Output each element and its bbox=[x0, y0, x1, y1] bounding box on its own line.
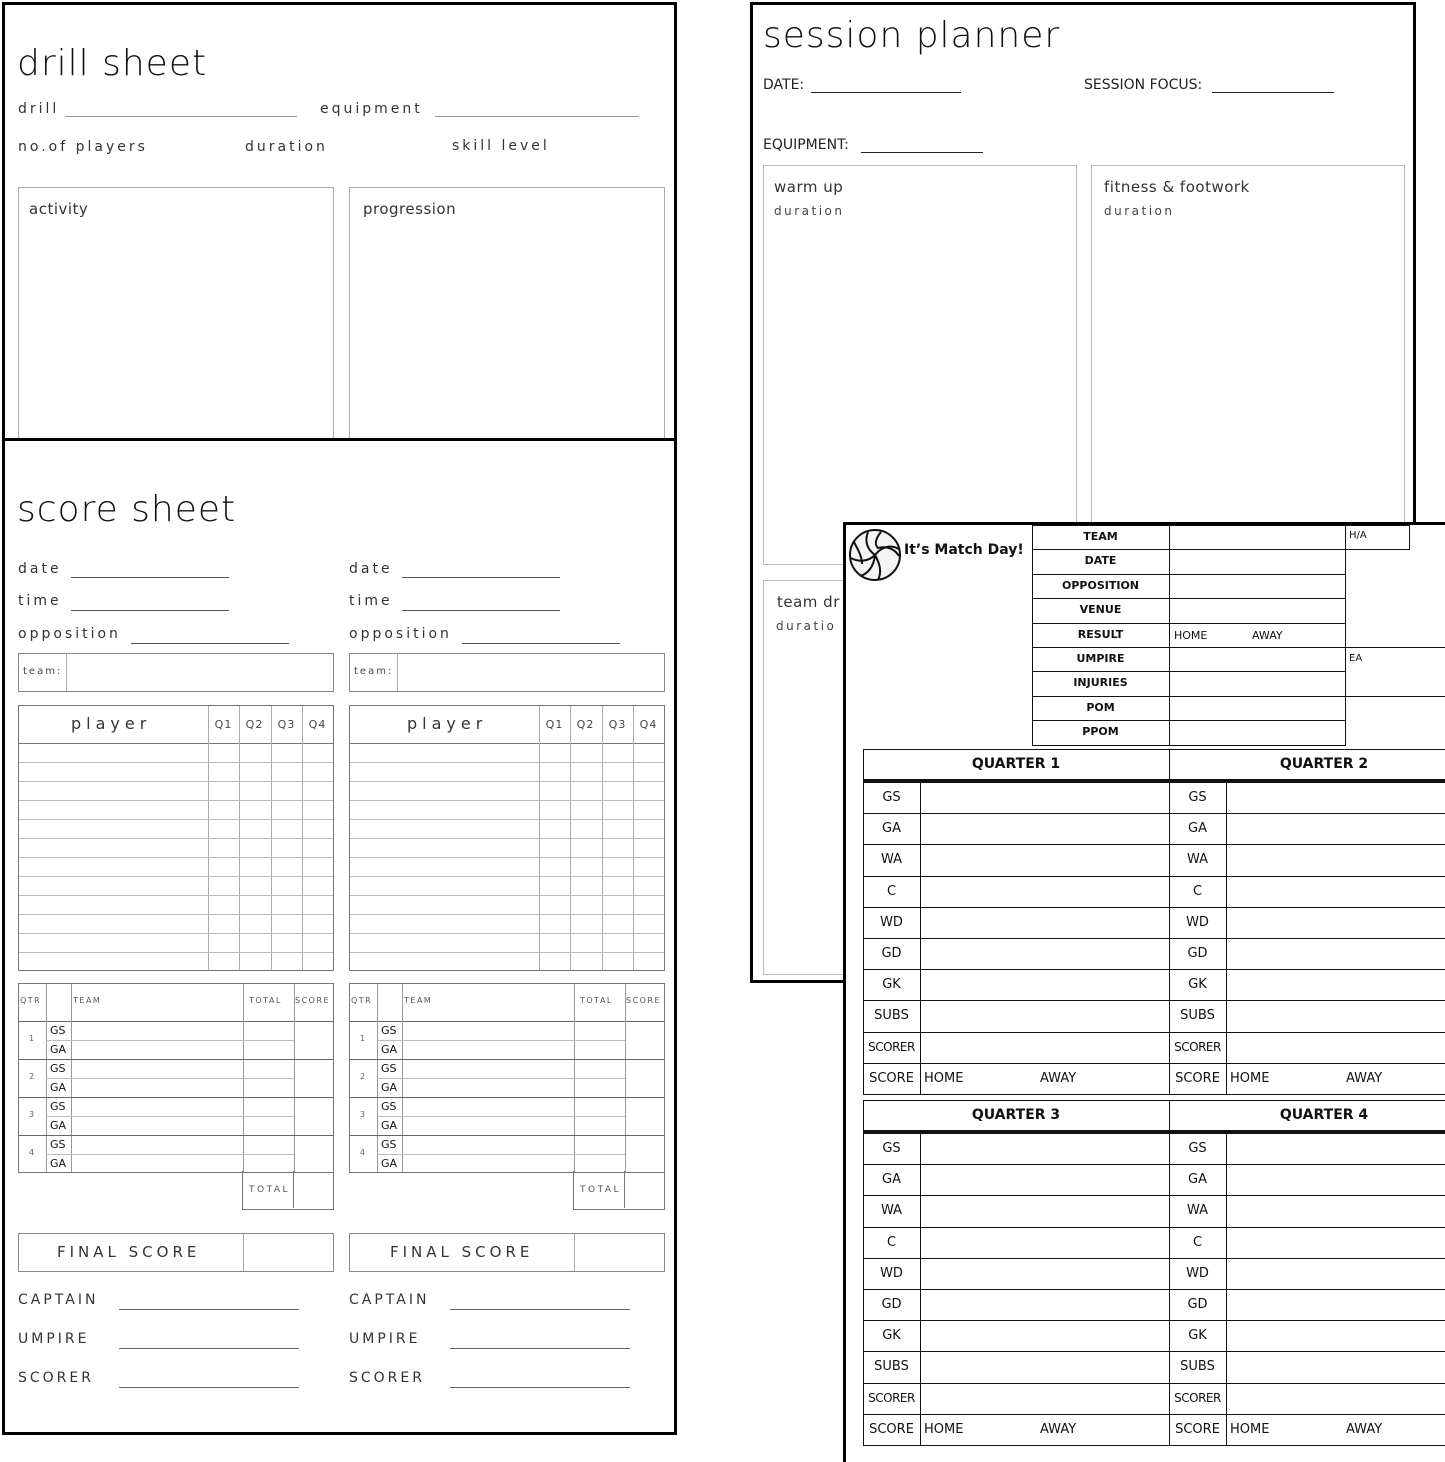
quarter-header: Q2 bbox=[576, 718, 595, 731]
position-label: SCORE bbox=[869, 1421, 914, 1437]
player-row[interactable] bbox=[19, 952, 333, 953]
opposition-field[interactable] bbox=[462, 643, 620, 644]
final-score-label: FINAL SCORE bbox=[390, 1243, 534, 1261]
scorer-label: SCORER bbox=[18, 1370, 94, 1386]
duration-label: duration bbox=[245, 139, 328, 155]
player-name-field[interactable] bbox=[1226, 1351, 1445, 1383]
qtr-table bbox=[349, 983, 665, 1173]
fitness-footwork-label: fitness & footwork bbox=[1104, 178, 1250, 196]
volleyball-icon bbox=[848, 528, 902, 582]
player-name-field[interactable] bbox=[1226, 1320, 1445, 1352]
fitness-footwork-box[interactable] bbox=[1091, 165, 1405, 565]
player-name-field[interactable] bbox=[920, 813, 1170, 845]
position-label: GS bbox=[1188, 790, 1207, 805]
score-away-label: AWAY bbox=[1040, 1421, 1077, 1437]
opposition-field[interactable] bbox=[131, 643, 289, 644]
score-header: SCORE bbox=[626, 996, 662, 1005]
position-label: SUBS bbox=[1180, 1359, 1215, 1375]
home-away-label: H/A bbox=[1349, 530, 1367, 541]
skill-level-label: skill level bbox=[452, 138, 550, 154]
team-header: TEAM bbox=[73, 996, 102, 1005]
position-label: SCORER bbox=[868, 1390, 915, 1405]
date-label: DATE: bbox=[763, 77, 805, 93]
info-label: UMPIRE bbox=[1076, 652, 1125, 665]
position-label: GA bbox=[50, 1157, 67, 1170]
position-label: GD bbox=[1187, 946, 1208, 961]
player-name-field[interactable] bbox=[920, 782, 1170, 814]
player-name-field[interactable] bbox=[1226, 907, 1445, 939]
position-label: SUBS bbox=[1180, 1008, 1215, 1024]
position-label: GS bbox=[50, 1062, 66, 1075]
position-label: GS bbox=[381, 1062, 397, 1075]
total-label: TOTAL bbox=[249, 1185, 291, 1195]
position-label: GS bbox=[50, 1024, 66, 1037]
player-name-field[interactable] bbox=[1226, 1164, 1445, 1196]
date-field[interactable] bbox=[71, 577, 229, 578]
score-home-label: HOME bbox=[1230, 1421, 1270, 1437]
equipment-field[interactable] bbox=[861, 152, 983, 153]
info-label: PPOM bbox=[1082, 725, 1119, 739]
position-label: GA bbox=[381, 1081, 398, 1094]
score-sheet bbox=[2, 438, 677, 1435]
position-label: GS bbox=[381, 1024, 397, 1037]
info-value-field[interactable] bbox=[1169, 696, 1346, 721]
date-field[interactable] bbox=[402, 577, 560, 578]
captain-field[interactable] bbox=[119, 1309, 299, 1310]
match-day-sheet bbox=[843, 522, 1445, 1462]
umpire-field[interactable] bbox=[119, 1348, 299, 1349]
position-label: SUBS bbox=[874, 1359, 909, 1375]
fitness-duration: duration bbox=[1104, 204, 1175, 218]
quarter-header: Q4 bbox=[639, 718, 658, 731]
position-label: WD bbox=[880, 1265, 903, 1281]
position-label: GA bbox=[381, 1043, 398, 1056]
info-label: INJURIES bbox=[1073, 676, 1128, 690]
session-focus-label: SESSION FOCUS: bbox=[1084, 77, 1203, 93]
player-name-field[interactable] bbox=[1226, 1289, 1445, 1321]
quarter-title: QUARTER 4 bbox=[1279, 1107, 1369, 1123]
position-label: SCORER bbox=[868, 1039, 915, 1054]
warm-up-box[interactable] bbox=[763, 165, 1077, 565]
final-score-box[interactable] bbox=[18, 1233, 334, 1272]
position-label: GA bbox=[50, 1081, 67, 1094]
position-label: GS bbox=[882, 790, 901, 805]
player-name-field[interactable] bbox=[920, 876, 1170, 908]
player-name-field[interactable] bbox=[920, 1133, 1170, 1165]
player-name-field[interactable] bbox=[920, 1351, 1170, 1383]
player-row[interactable] bbox=[350, 933, 664, 934]
position-label: WA bbox=[880, 852, 903, 868]
time-label: time bbox=[18, 593, 62, 609]
scorer-field[interactable] bbox=[119, 1387, 299, 1388]
player-name-field[interactable] bbox=[1226, 876, 1445, 908]
equipment-label: EQUIPMENT: bbox=[763, 137, 849, 153]
position-label: GA bbox=[50, 1119, 67, 1132]
final-score-label: FINAL SCORE bbox=[57, 1243, 201, 1261]
captain-label: CAPTAIN bbox=[18, 1292, 99, 1308]
date-label: date bbox=[349, 561, 393, 577]
qtr-header: QTR bbox=[20, 996, 42, 1005]
position-label: GD bbox=[881, 946, 902, 961]
total-header: TOTAL bbox=[580, 996, 613, 1005]
position-label: SCORE bbox=[1175, 1070, 1220, 1086]
position-label: GK bbox=[882, 977, 901, 993]
opposition-label: opposition bbox=[18, 626, 121, 642]
player-header: player bbox=[407, 714, 488, 733]
result-home: HOME bbox=[1174, 628, 1208, 642]
player-row[interactable] bbox=[19, 819, 333, 820]
umpire-label: UMPIRE bbox=[349, 1331, 421, 1347]
player-row[interactable] bbox=[19, 895, 333, 896]
position-label: GK bbox=[1188, 977, 1207, 993]
position-label: SCORE bbox=[869, 1070, 914, 1086]
info-label: OPPOSITION bbox=[1062, 578, 1139, 592]
score-home-label: HOME bbox=[924, 1421, 964, 1437]
opposition-label: opposition bbox=[349, 626, 452, 642]
position-label: WA bbox=[880, 1203, 903, 1219]
player-name-field[interactable] bbox=[1226, 938, 1445, 970]
match-day-title: It’s Match Day! bbox=[904, 542, 1024, 558]
player-name-field[interactable] bbox=[920, 907, 1170, 939]
total-header: TOTAL bbox=[249, 996, 282, 1005]
captain-label: CAPTAIN bbox=[349, 1292, 430, 1308]
player-row[interactable] bbox=[350, 895, 664, 896]
score-sheet-title: score sheet bbox=[17, 489, 237, 530]
drill-label: drill bbox=[18, 101, 60, 117]
info-value-field[interactable] bbox=[1169, 647, 1346, 672]
player-row[interactable] bbox=[350, 819, 664, 820]
info-label: DATE bbox=[1084, 554, 1117, 568]
position-label: GS bbox=[381, 1138, 397, 1151]
equipment-field[interactable] bbox=[435, 116, 639, 117]
info-value-field[interactable] bbox=[1169, 574, 1346, 599]
warm-up-duration: duration bbox=[774, 204, 845, 218]
score-away-label: AWAY bbox=[1040, 1070, 1077, 1086]
quarter-header: Q3 bbox=[277, 718, 296, 731]
scorer-field[interactable] bbox=[450, 1387, 630, 1388]
player-row[interactable] bbox=[19, 800, 333, 801]
player-row[interactable] bbox=[350, 838, 664, 839]
umpire-field[interactable] bbox=[450, 1348, 630, 1349]
position-label: WD bbox=[1186, 1265, 1209, 1281]
player-row[interactable] bbox=[350, 876, 664, 877]
position-label: GS bbox=[882, 1141, 901, 1156]
info-value-field[interactable] bbox=[1169, 598, 1346, 623]
position-label: C bbox=[1192, 1234, 1203, 1250]
ea-extra-field[interactable] bbox=[1345, 671, 1445, 696]
position-label: WD bbox=[1186, 914, 1209, 930]
captain-field[interactable] bbox=[450, 1309, 630, 1310]
qtr-number: 1 bbox=[360, 1034, 366, 1043]
players-label: no.of players bbox=[18, 139, 148, 155]
team-label: team: bbox=[354, 666, 394, 677]
player-row[interactable] bbox=[350, 800, 664, 801]
info-label: TEAM bbox=[1083, 530, 1118, 543]
player-row[interactable] bbox=[350, 762, 664, 763]
position-label: C bbox=[886, 883, 897, 899]
player-name-field[interactable] bbox=[1226, 1032, 1445, 1064]
player-name-field[interactable] bbox=[1226, 1195, 1445, 1227]
drill-sheet bbox=[2, 2, 677, 442]
player-row[interactable] bbox=[350, 914, 664, 915]
total-box[interactable] bbox=[242, 1171, 334, 1210]
player-name-field[interactable] bbox=[920, 1227, 1170, 1259]
position-label: GK bbox=[1188, 1328, 1207, 1344]
position-label: GA bbox=[381, 1157, 398, 1170]
info-label: VENUE bbox=[1079, 603, 1122, 617]
player-name-field[interactable] bbox=[1226, 844, 1445, 876]
player-name-field[interactable] bbox=[1226, 1383, 1445, 1415]
player-name-field[interactable] bbox=[920, 969, 1170, 1001]
position-label: GD bbox=[881, 1297, 902, 1312]
player-header: player bbox=[71, 714, 152, 733]
quarter-header: Q2 bbox=[245, 718, 264, 731]
player-name-field[interactable] bbox=[920, 1195, 1170, 1227]
info-value-field[interactable] bbox=[1169, 525, 1346, 550]
qtr-number: 2 bbox=[360, 1072, 366, 1081]
date-label: date bbox=[18, 561, 62, 577]
position-label: SCORER bbox=[1174, 1390, 1221, 1405]
qtr-number: 4 bbox=[360, 1148, 366, 1157]
position-label: C bbox=[1192, 883, 1203, 899]
player-name-field[interactable] bbox=[1226, 813, 1445, 845]
score-home-label: HOME bbox=[1230, 1070, 1270, 1086]
player-name-field[interactable] bbox=[920, 1000, 1170, 1032]
player-name-field[interactable] bbox=[920, 1258, 1170, 1290]
equipment-label: equipment bbox=[320, 101, 423, 117]
player-row[interactable] bbox=[19, 876, 333, 877]
player-name-field[interactable] bbox=[1226, 782, 1445, 814]
position-label: GS bbox=[50, 1100, 66, 1113]
player-name-field[interactable] bbox=[1226, 969, 1445, 1001]
player-name-field[interactable] bbox=[920, 1289, 1170, 1321]
quarter-header: Q1 bbox=[545, 718, 564, 731]
score-header: SCORE bbox=[295, 996, 331, 1005]
player-row[interactable] bbox=[19, 781, 333, 782]
session-focus-field[interactable] bbox=[1212, 92, 1334, 93]
score-home-label: HOME bbox=[924, 1070, 964, 1086]
quarter-header: Q4 bbox=[308, 718, 327, 731]
time-field[interactable] bbox=[402, 610, 560, 611]
session-planner-title: session planner bbox=[763, 15, 1061, 56]
quarter-header: Q1 bbox=[214, 718, 233, 731]
qtr-number: 3 bbox=[29, 1110, 35, 1119]
time-label: time bbox=[349, 593, 393, 609]
player-row[interactable] bbox=[19, 838, 333, 839]
position-label: SCORER bbox=[1174, 1039, 1221, 1054]
position-label: SCORE bbox=[1175, 1421, 1220, 1437]
position-label: GS bbox=[381, 1100, 397, 1113]
player-name-field[interactable] bbox=[1226, 1133, 1445, 1165]
player-row[interactable] bbox=[19, 933, 333, 934]
umpire-label: UMPIRE bbox=[18, 1331, 90, 1347]
position-label: C bbox=[886, 1234, 897, 1250]
position-label: GA bbox=[381, 1119, 398, 1132]
position-label: SUBS bbox=[874, 1008, 909, 1024]
player-name-field[interactable] bbox=[1226, 1227, 1445, 1259]
qtr-number: 4 bbox=[29, 1148, 35, 1157]
team-drills-duration: duratio bbox=[776, 619, 837, 633]
qtr-number: 3 bbox=[360, 1110, 366, 1119]
team-header: TEAM bbox=[404, 996, 433, 1005]
player-name-field[interactable] bbox=[920, 1164, 1170, 1196]
team-drills-label: team dr bbox=[777, 593, 840, 611]
player-name-field[interactable] bbox=[920, 1383, 1170, 1415]
position-label: GA bbox=[882, 1172, 901, 1188]
time-field[interactable] bbox=[71, 610, 229, 611]
quarter-title: QUARTER 1 bbox=[971, 756, 1061, 772]
player-name-field[interactable] bbox=[920, 844, 1170, 876]
activity-box[interactable] bbox=[18, 187, 334, 447]
activity-label: activity bbox=[29, 200, 89, 218]
qtr-number: 1 bbox=[29, 1034, 35, 1043]
total-label: TOTAL bbox=[580, 1185, 622, 1195]
score-away-label: AWAY bbox=[1346, 1421, 1383, 1437]
drill-sheet-title: drill sheet bbox=[17, 43, 208, 84]
player-row[interactable] bbox=[350, 857, 664, 858]
info-label: POM bbox=[1086, 700, 1115, 714]
position-label: GS bbox=[1188, 1141, 1207, 1156]
warm-up-label: warm up bbox=[774, 178, 844, 196]
player-row[interactable] bbox=[19, 762, 333, 763]
quarter-title: QUARTER 2 bbox=[1279, 756, 1369, 772]
position-label: GA bbox=[1188, 1172, 1207, 1188]
final-score-box[interactable] bbox=[349, 1233, 665, 1272]
ea-label: EA bbox=[1349, 653, 1363, 664]
quarter-title: QUARTER 3 bbox=[971, 1107, 1061, 1123]
position-label: GK bbox=[882, 1328, 901, 1344]
player-name-field[interactable] bbox=[1226, 1258, 1445, 1290]
team-label: team: bbox=[23, 666, 63, 677]
player-name-field[interactable] bbox=[920, 938, 1170, 970]
scorer-label: SCORER bbox=[349, 1370, 425, 1386]
player-row[interactable] bbox=[350, 952, 664, 953]
progression-label: progression bbox=[363, 200, 457, 218]
qtr-table bbox=[18, 983, 334, 1173]
qtr-number: 2 bbox=[29, 1072, 35, 1081]
date-field[interactable] bbox=[811, 92, 961, 93]
qtr-header: QTR bbox=[351, 996, 373, 1005]
info-value-field[interactable] bbox=[1169, 671, 1346, 696]
player-table bbox=[18, 705, 334, 971]
team-field[interactable] bbox=[18, 653, 334, 692]
result-away: AWAY bbox=[1252, 628, 1283, 642]
info-value-field[interactable] bbox=[1169, 549, 1346, 574]
player-name-field[interactable] bbox=[920, 1032, 1170, 1064]
total-box[interactable] bbox=[573, 1171, 665, 1210]
player-name-field[interactable] bbox=[1226, 1000, 1445, 1032]
position-label: GA bbox=[1188, 821, 1207, 837]
position-label: GA bbox=[882, 821, 901, 837]
position-label: GA bbox=[50, 1043, 67, 1056]
position-label: WD bbox=[880, 914, 903, 930]
score-away-label: AWAY bbox=[1346, 1070, 1383, 1086]
player-table bbox=[349, 705, 665, 971]
position-label: GD bbox=[1187, 1297, 1208, 1312]
drill-field[interactable] bbox=[65, 116, 297, 117]
player-name-field[interactable] bbox=[920, 1320, 1170, 1352]
position-label: WA bbox=[1186, 852, 1209, 868]
quarter-header: Q3 bbox=[608, 718, 627, 731]
player-row[interactable] bbox=[19, 914, 333, 915]
progression-box[interactable] bbox=[349, 187, 665, 447]
team-field[interactable] bbox=[349, 653, 665, 692]
position-label: WA bbox=[1186, 1203, 1209, 1219]
info-value-field[interactable] bbox=[1169, 720, 1346, 745]
info-label: RESULT bbox=[1077, 627, 1124, 641]
player-row[interactable] bbox=[19, 857, 333, 858]
player-row[interactable] bbox=[350, 781, 664, 782]
position-label: GS bbox=[50, 1138, 66, 1151]
